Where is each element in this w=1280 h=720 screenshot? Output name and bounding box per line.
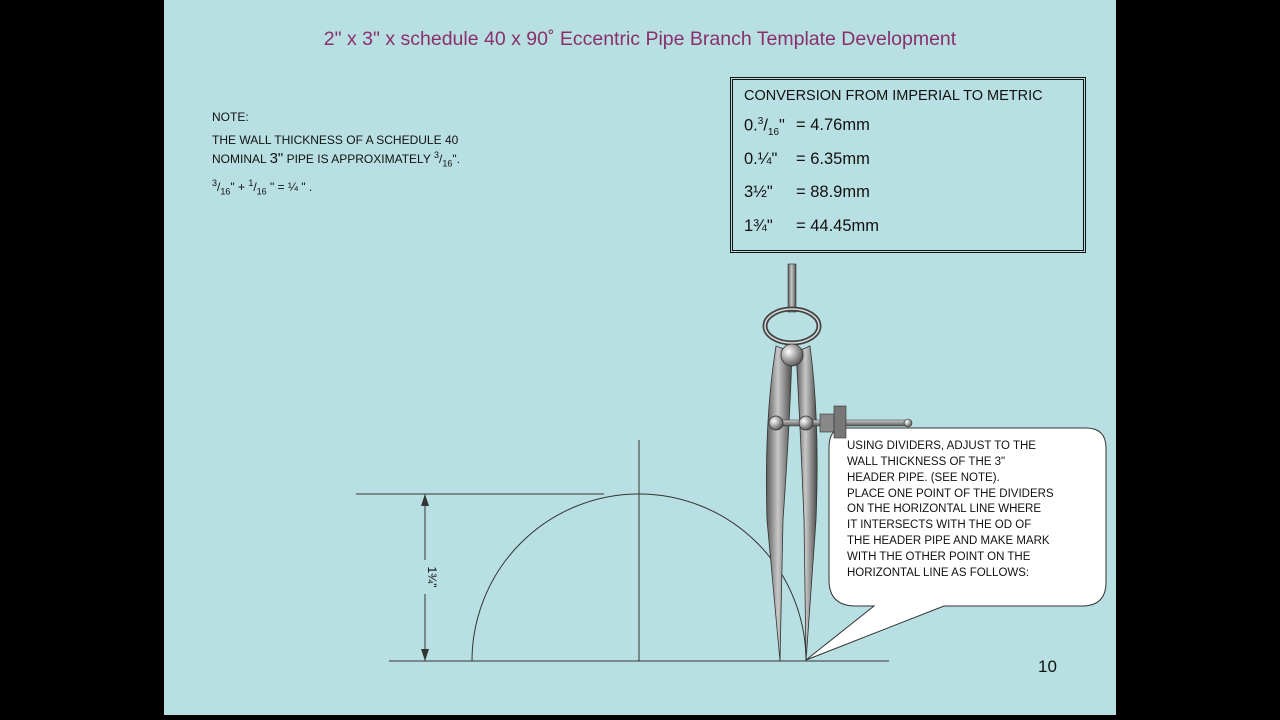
note-equation: $^3/_{16}$" + $^1/_{16}$ " = ¼ " . xyxy=(212,177,313,197)
conversion-table xyxy=(730,77,1086,253)
note-block xyxy=(212,110,460,206)
conversion-row: 3½" = 88.9mm xyxy=(744,183,870,201)
callout-line: IT INTERSECTS WITH THE OD OF xyxy=(847,519,1032,532)
conversion-row: 0.¼" = 6.35mm xyxy=(744,149,870,168)
conversion-row: $0.^3/_{16}$" = 4.76mm xyxy=(744,116,870,138)
dimension-label: 1¾" xyxy=(425,566,439,588)
note-heading: NOTE: xyxy=(212,110,249,124)
callout-line: HEADER PIPE. (SEE NOTE). xyxy=(847,471,1000,484)
page-number: 10 xyxy=(1038,657,1057,676)
callout-line: USING DIVIDERS, ADJUST TO THE xyxy=(847,440,1036,452)
callout-line: PLACE ONE POINT OF THE DIVIDERS xyxy=(847,487,1054,500)
conversion-heading: CONVERSION FROM IMPERIAL TO METRIC xyxy=(744,88,1043,104)
note-line-1: THE WALL THICKNESS OF A SCHEDULE 40 xyxy=(212,133,459,148)
note-line-2: NOMINAL 3" PIPE IS APPROXIMATELY $^3/_{16}$". xyxy=(212,149,460,169)
callout-line: WITH THE OTHER POINT ON THE xyxy=(847,551,1031,564)
callout-line: HORIZONTAL LINE AS FOLLOWS: xyxy=(847,566,1030,579)
callout-text xyxy=(847,439,1097,582)
callout-line: ON THE HORIZONTAL LINE WHERE xyxy=(847,503,1042,516)
callout-line: WALL THICKNESS OF THE 3" xyxy=(847,455,1006,468)
page-title: 2" x 3" x schedule 40 x 90˚ Eccentric Pipe Branch Template Development xyxy=(323,28,957,50)
slide xyxy=(164,0,1116,715)
callout-line: THE HEADER PIPE AND MAKE MARK xyxy=(847,535,1050,548)
conversion-row: 1¾" = 44.45mm xyxy=(744,216,879,235)
